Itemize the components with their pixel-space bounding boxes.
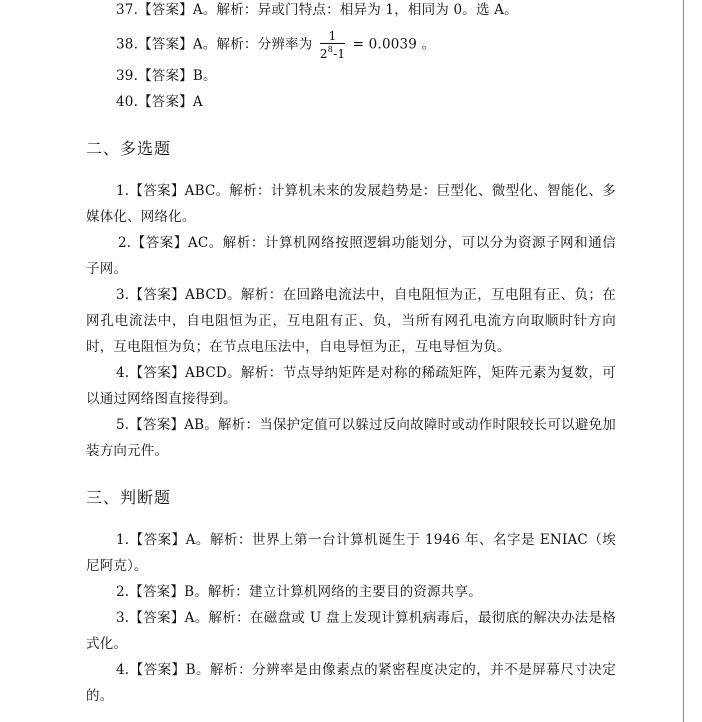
- multi-item-2: 2.【答案】AC。解析：计算机网络按照逻辑功能划分，可以分为资源子网和通信子网。: [86, 235, 616, 277]
- answer-38-prefix: 38.【答案】A。解析：分辨率为: [116, 36, 313, 53]
- answer-40: 40.【答案】A: [116, 94, 203, 110]
- judge-item-4: 4.【答案】B。解析：分辨率是由像素点的紧密程度决定的，并不是屏幕尺寸决定的。: [86, 662, 616, 704]
- page-divider-line: [683, 0, 684, 722]
- answer-39: 39.【答案】B。: [116, 68, 217, 84]
- answer-38: [116, 30, 646, 60]
- resolution-fraction: [320, 30, 345, 60]
- multi-item-5: 5.【答案】AB。解析：当保护定值可以躲过反向故障时或动作时限较长可以避免加装方向元件。: [86, 417, 616, 459]
- judge-item-2: 2.【答案】B。解析：建立计算机网络的主要目的资源共享。: [116, 584, 482, 600]
- judge-item-3: 3.【答案】A。解析：在磁盘或 U 盘上发现计算机病毒后，最彻底的解决办法是格式化。: [86, 610, 616, 652]
- judge-item-1: 1.【答案】A。解析：世界上第一台计算机诞生于 1946 年、名字是 ENIAC（埃尼阿克）。: [86, 532, 616, 574]
- multi-item-1: 1.【答案】ABC。解析：计算机未来的发展趋势是：巨型化、微型化、智能化、多媒体化、网络化。: [86, 183, 616, 225]
- fraction-numerator: 1: [320, 30, 345, 44]
- fraction-denominator: $2^8-1$: [319, 45, 346, 61]
- multi-item-4: 4.【答案】ABCD。解析：节点导纳矩阵是对称的稀疏矩阵，矩阵元素为复数，可以通过网络图直接得到。: [86, 365, 616, 407]
- answer-38-suffix: = 0.0039 。: [352, 36, 436, 53]
- section-title-judge: 三、判断题: [86, 488, 172, 507]
- answer-37: 37.【答案】A。解析：异或门特点：相异为 1，相同为 0。选 A。: [116, 2, 518, 18]
- multi-item-3: 3.【答案】ABCD。解析：在回路电流法中，自电阻恒为正，互电阻有正、负；在网孔电流法中，自电阻恒为正，互电阻有正、负，当所有网孔电流方向取顺时针方向时，互电阻恒为负；在节点电压法中，自电导恒为正，互电导恒为负。: [86, 287, 616, 355]
- section-title-multi: 二、多选题: [86, 139, 172, 158]
